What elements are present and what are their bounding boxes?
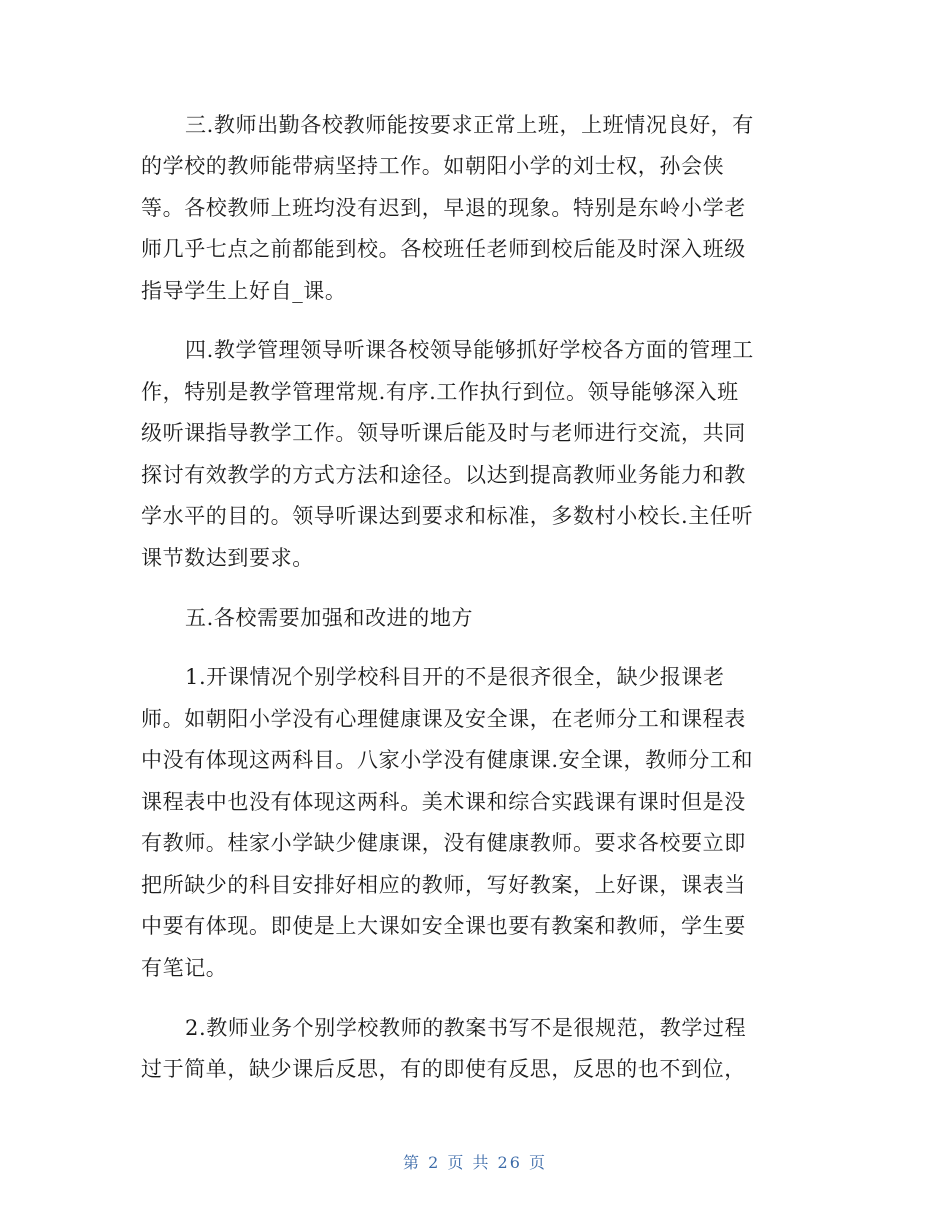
paragraph-line: 学水平的目的。领导听课达到要求和标准，多数村小校长.主任听 [141,504,754,528]
paragraph-line: 师几乎七点之前都能到校。各校班任老师到校后能及时深入班级 [141,237,746,261]
paragraph-line: 中没有体现这两科目。八家小学没有健康课.安全课，教师分工和 [141,748,754,772]
paragraph-line: 过于简单，缺少课后反思，有的即使有反思，反思的也不到位， [141,1057,746,1081]
paragraph-line: 把所缺少的科目安排好相应的教师，写好教案，上好课，课表当 [141,873,746,897]
paragraph-line: 中要有体现。即使是上大课如安全课也要有教案和教师，学生要 [141,914,746,938]
paragraph-line: 师。如朝阳小学没有心理健康课及安全课，在老师分工和课程表 [141,707,746,731]
paragraph-line: 四.教学管理领导听课各校领导能够抓好学校各方面的管理工 [185,338,754,362]
paragraph-line: 课程表中也没有体现这两科。美术课和综合实践课有课时但是没 [141,790,746,814]
paragraph-line: 级听课指导教学工作。领导听课后能及时与老师进行交流，共同 [141,421,746,445]
paragraph-line: 指导学生上好自_课。 [141,279,347,303]
section-heading: 五.各校需要加强和改进的地方 [185,606,474,630]
paragraph-line: 有教师。桂家小学缺少健康课，没有健康教师。要求各校要立即 [141,831,746,855]
paragraph-line: 作，特别是教学管理常规.有序.工作执行到位。领导能够深入班 [141,380,739,404]
paragraph-line: 有笔记。 [141,956,228,980]
paragraph-line: 1.开课情况个别学校科目开的不是很齐很全，缺少报课老 [185,665,725,689]
paragraph-line: 的学校的教师能带病坚持工作。如朝阳小学的刘士权，孙会侠 [141,154,725,178]
paragraph-line: 等。各校教师上班均没有迟到，早退的现象。特别是东岭小学老 [141,196,746,220]
paragraph-line: 2.教师业务个别学校教师的教案书写不是很规范，教学过程 [185,1016,747,1040]
paragraph-line: 课节数达到要求。 [141,546,314,570]
paragraph-line: 探讨有效教学的方式方法和途径。以达到提高教师业务能力和教 [141,463,746,487]
page-number-footer: 第 2 页 共 26 页 [403,1153,547,1172]
paragraph-line: 三.教师出勤各校教师能按要求正常上班，上班情况良好，有 [185,113,754,137]
